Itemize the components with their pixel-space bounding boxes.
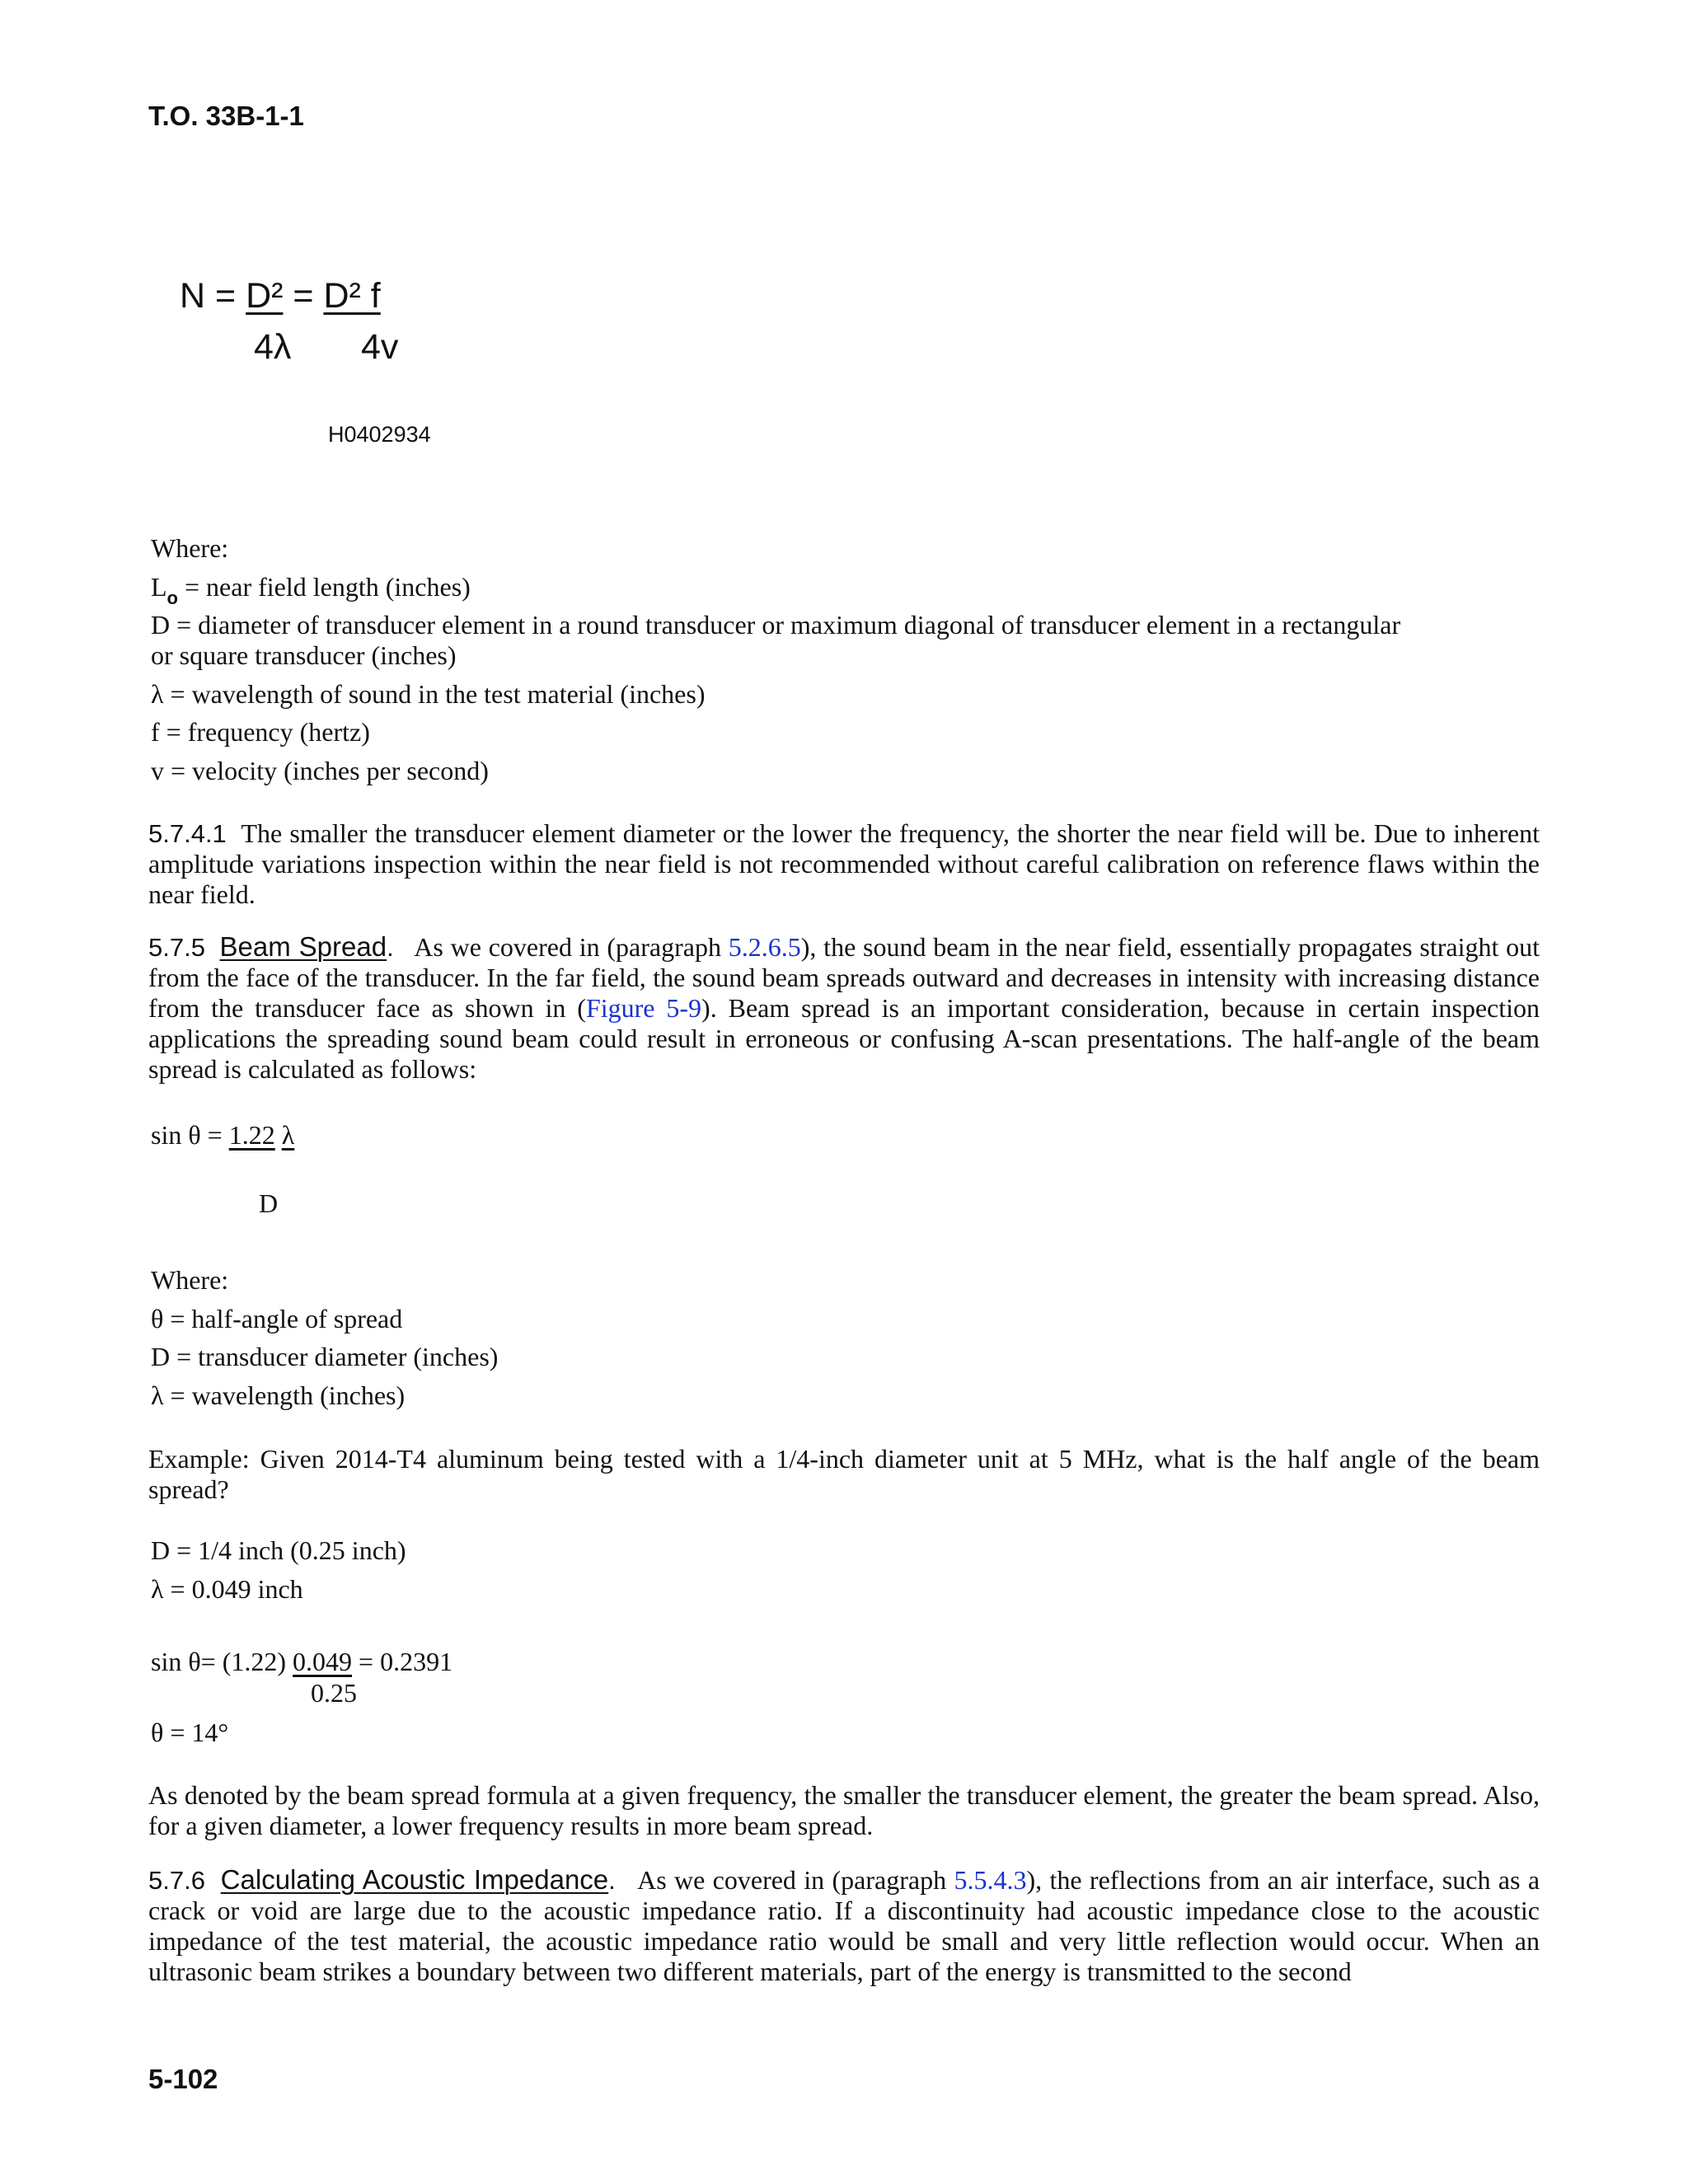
where-f-line: f = frequency (hertz) — [151, 717, 370, 747]
paragraph-number: 5.7.4.1 — [148, 819, 227, 848]
figure-link-5-9[interactable]: Figure 5-9 — [585, 993, 702, 1023]
paragraph-number: 5.7.5 — [148, 933, 205, 962]
example-calculation — [151, 1645, 452, 1678]
where-lambda-line: λ = wavelength of sound in the test material (inches) — [151, 679, 706, 709]
example-lambda-value: λ = 0.049 inch — [151, 1574, 303, 1604]
paragraph-text: The smaller the transducer element diameter or the lower the frequency, the shorter the near field will be. Due to inherent amplitude variations inspection within the near field is not recommended without careful calibration on reference flaws within the near field. — [148, 818, 1540, 909]
beam-spread-formula — [151, 1118, 294, 1151]
lo-definition: = near field length (inches) — [178, 572, 471, 602]
equation-denominator-2: 4v — [361, 327, 399, 367]
paragraph-5-7-4-1 — [148, 818, 1540, 910]
where-theta-line: θ = half-angle of spread — [151, 1304, 403, 1333]
formula-lhs: sin θ = — [151, 1120, 229, 1150]
where-d-line-1: D = diameter of transducer element in a round transducer or maximum diagonal of transducer element in a rectangular — [151, 610, 1401, 640]
where-v-line: v = velocity (inches per second) — [151, 756, 489, 785]
calc-result: = 0.2391 — [352, 1647, 453, 1676]
calc-denominator: 0.25 — [311, 1678, 357, 1708]
equation-equals: = — [283, 276, 324, 316]
paragraph-number: 5.7.6 — [148, 1866, 205, 1895]
formula-denominator: D — [259, 1188, 279, 1218]
near-field-equation — [180, 276, 381, 316]
paragraph-5-7-6 — [148, 1864, 1540, 1987]
page-number: 5-102 — [148, 2064, 218, 2094]
equation-denominator-1: 4λ — [254, 327, 292, 367]
example-d-value: D = 1/4 inch (0.25 inch) — [151, 1535, 406, 1565]
example-paragraph: Example: Given 2014-T4 aluminum being tested with a 1/4-inch diameter unit at 5 MHz, what is the half angle of the beam spread? — [148, 1444, 1540, 1504]
calc-numerator: 0.049 — [293, 1647, 353, 1676]
paragraph-text: As we covered in (paragraph — [414, 932, 729, 962]
paragraph-text: ), the reflections from an air interface, such as a crack or void are large due to the acoustic impedance ratio. If a discontinuity had acoustic impedance close to the acoustic impedance of the test material, the acoustic impedance ratio would be small and very little reflection would occur. When an ultrasonic beam strikes a boundary between two different materials, part of the energy is transmitted to the second — [148, 1865, 1540, 1986]
document-id: T.O. 33B-1-1 — [148, 101, 304, 131]
paragraph-link-5-5-4-3[interactable]: 5.5.4.3 — [954, 1865, 1027, 1895]
where-lambda-line-2: λ = wavelength (inches) — [151, 1380, 406, 1410]
section-heading: Beam Spread — [219, 931, 387, 962]
heading-period: . — [608, 1866, 616, 1895]
equation-lhs: N = — [180, 276, 246, 316]
where-d-line: D = transducer diameter (inches) — [151, 1342, 499, 1371]
section-heading: Calculating Acoustic Impedance — [220, 1864, 609, 1895]
paragraph-link-5-2-6-5[interactable]: 5.2.6.5 — [728, 932, 801, 962]
equation-numerator-2: D² f — [323, 276, 381, 316]
figure-id: H0402934 — [328, 422, 431, 447]
paragraph-5-7-5 — [148, 931, 1540, 1085]
where-label: Where: — [151, 533, 229, 563]
calc-lhs: sin θ= (1.22) — [151, 1647, 293, 1676]
formula-lambda: λ — [281, 1120, 295, 1150]
heading-period: . — [387, 933, 394, 962]
conclusion-paragraph: As denoted by the beam spread formula at a given frequency, the smaller the transducer element, the greater the beam spread. Also, for a given diameter, a lower frequency results in more beam spread. — [148, 1780, 1540, 1840]
where-d-line-2: or square transducer (inches) — [151, 640, 457, 670]
paragraph-text: ). Beam spread is an important consideration, because in certain inspection applications the spreading sound beam could result in erroneous or confusing A-scan presentations. The half-angle of the beam spread is calculated as follows: — [148, 993, 1540, 1084]
formula-coefficient: 1.22 — [228, 1120, 275, 1150]
paragraph-text: As we covered in (paragraph — [637, 1865, 954, 1895]
paragraph-text: ), the sound beam in the near field, essentially propagates straight out from the face of the transducer. In the far field, the sound beam spreads outward and decreases in intensity with increasing distance from the transducer face as shown in ( — [148, 932, 1540, 1023]
lo-subscript: o — [166, 588, 178, 608]
lo-symbol: L — [151, 572, 167, 602]
equation-numerator-1: D² — [246, 276, 284, 316]
where-label-2: Where: — [151, 1265, 229, 1295]
example-result: θ = 14° — [151, 1718, 229, 1747]
